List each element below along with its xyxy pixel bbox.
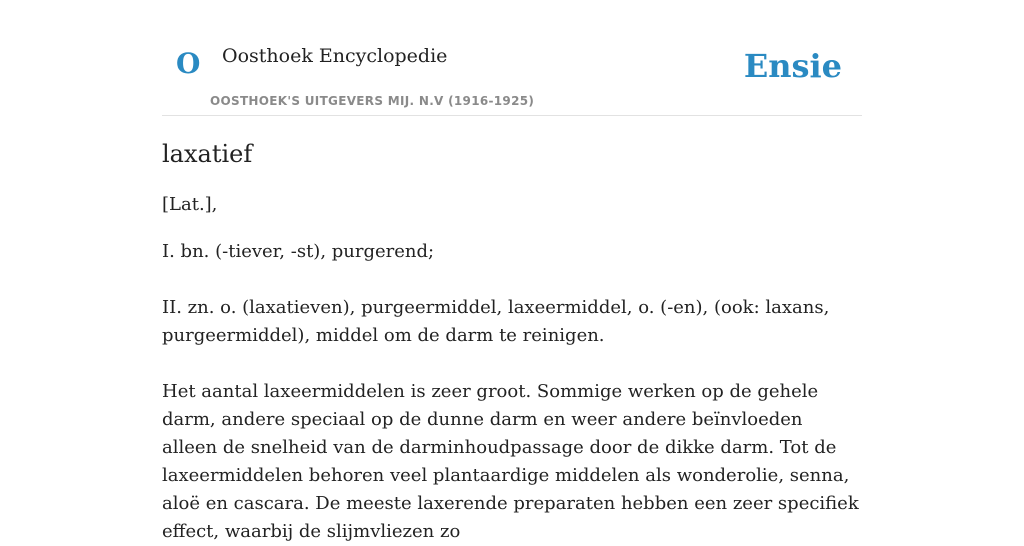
source-title-link[interactable]: Oosthoek Encyclopedie bbox=[222, 45, 448, 67]
article-body bbox=[162, 191, 862, 546]
article bbox=[162, 116, 862, 546]
article-paragraph: [Lat.], bbox=[162, 193, 218, 215]
source-logo[interactable]: O bbox=[176, 47, 201, 80]
article-paragraph: Het aantal laxeermiddelen is zeer groot. Sommige werken op de gehele darm, andere speciaal op de dunne darm en weer andere beïnvloeden alleen de snelheid van de darminhoudpassage door de dikke darm. Tot de laxeermiddelen behoren veel plantaardige middelen als wonderolie, senna, aloë en cascara. De meeste laxerende preparaten hebben een zeer specifiek effect, waarbij de slijmvliezen zo bbox=[162, 380, 859, 542]
source-header bbox=[162, 0, 862, 116]
source-publisher: OOSTHOEK'S UITGEVERS MIJ. N.V (1916-1925) bbox=[210, 94, 535, 108]
page bbox=[162, 0, 862, 546]
article-paragraph: I. bn. (-tiever, -st), purgerend; bbox=[162, 240, 435, 262]
article-paragraph: II. zn. o. (laxatieven), purgeermiddel, laxeermiddel, o. (-en), (ook: laxans, purgeermiddel), middel om de darm te reinigen. bbox=[162, 296, 830, 346]
ensie-logo-link[interactable]: Ensie bbox=[743, 47, 842, 85]
article-headword: laxatief bbox=[162, 140, 253, 168]
